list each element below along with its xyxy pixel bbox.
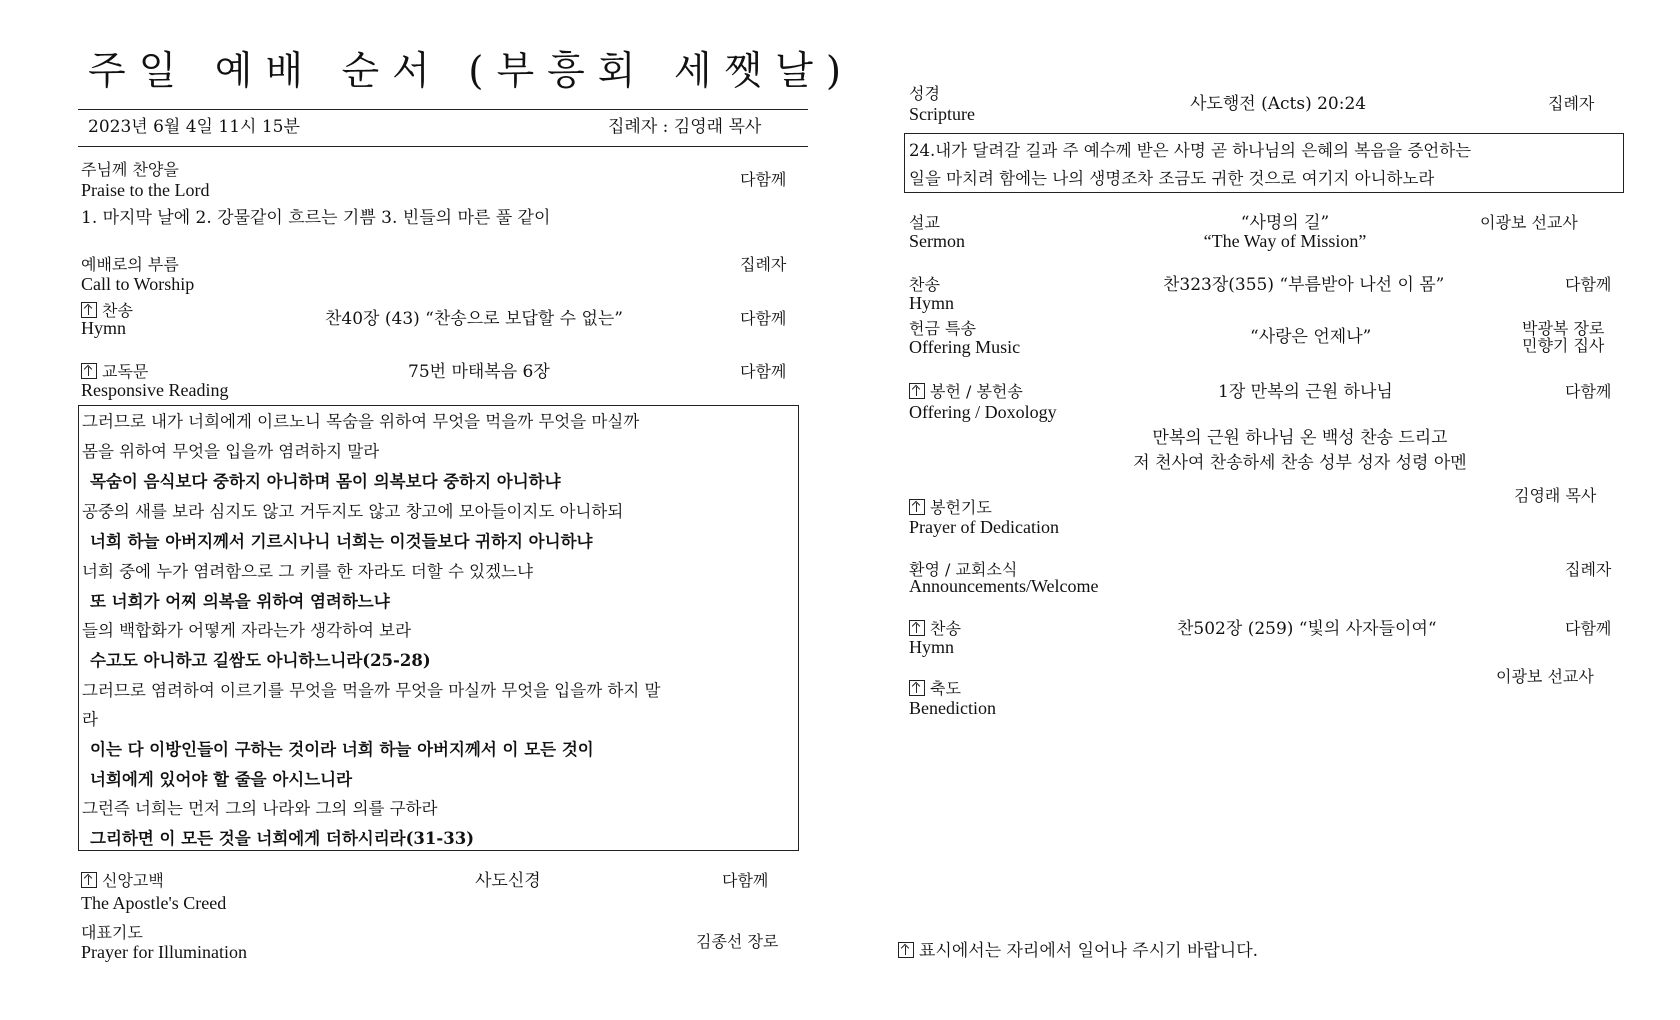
sermon-title-en: “The Way of Mission” <box>1203 231 1367 251</box>
welcome-label-en: Announcements/Welcome <box>909 576 1099 596</box>
praise-by: 다함께 <box>740 170 787 189</box>
reading-line-response: 너희 하늘 아버지께서 기르시나니 너희는 이것들보다 귀하지 아니하냐 <box>90 532 593 551</box>
hymn2-label-en: Hymn <box>909 293 954 313</box>
stand-up-icon <box>909 680 925 696</box>
sermon-by: 이광보 선교사 <box>1480 213 1578 232</box>
hymn2-by: 다함께 <box>1565 275 1612 294</box>
welcome-by: 집례자 <box>1565 560 1612 579</box>
stand-up-icon <box>81 302 97 318</box>
scripture-detail: 사도행전 (Acts) 20:24 <box>1190 94 1367 114</box>
benediction-label-en: Benediction <box>909 698 996 718</box>
reading-label-ko <box>81 363 148 381</box>
welcome-label-ko: 환영 / 교회소식 <box>909 560 1018 579</box>
offering-by: 다함께 <box>1565 382 1612 401</box>
prayer-label-en: Prayer for Illumination <box>81 942 247 962</box>
call-label-en: Call to Worship <box>81 274 195 294</box>
hymn3-label-text: 찬송 <box>930 619 961 638</box>
reading-line-response: 이는 다 이방인들이 구하는 것이라 너희 하늘 아버지께서 이 모든 것이 <box>90 740 594 759</box>
title-rule-top <box>78 109 808 110</box>
offering-label-ko <box>909 383 1023 401</box>
reading-line: 그러므로 내가 너희에게 이르노니 목숨을 위하여 무엇을 먹을까 무엇을 마실까 <box>82 412 640 431</box>
offering-music-detail: “사랑은 언제나” <box>1250 327 1372 347</box>
offering-music-by2: 민향기 집사 <box>1522 336 1605 355</box>
prayer-by: 김종선 장로 <box>696 932 779 951</box>
service-leader: 집례자 : 김영래 목사 <box>608 117 762 137</box>
sermon-label-en: Sermon <box>909 231 965 251</box>
praise-label-ko: 주님께 찬양을 <box>81 160 179 179</box>
praise-label-en: Praise to the Lord <box>81 180 210 200</box>
dedication-label-text: 봉헌기도 <box>930 498 992 517</box>
stand-up-icon <box>81 872 97 888</box>
offering-music-by1: 박광복 장로 <box>1522 319 1605 338</box>
scripture-label-ko: 성경 <box>909 84 940 103</box>
reading-line: 그러므로 염려하여 이르기를 무엇을 먹을까 무엇을 마실까 무엇을 입을까 하지 말 <box>82 681 661 700</box>
hymn1-label-text: 찬송 <box>102 301 133 320</box>
hymn1-detail: 찬40장 (43) “찬송으로 보답할 수 없는” <box>325 309 623 329</box>
scripture-line: 일을 마치려 함에는 나의 생명조차 조금도 귀한 것으로 여기지 아니하노라 <box>909 169 1435 188</box>
hymn2-label-ko: 찬송 <box>909 275 940 294</box>
prayer-label-ko: 대표기도 <box>81 923 143 942</box>
reading-line-response: 또 너희가 어찌 의복을 위하여 염려하느냐 <box>90 592 390 611</box>
page-title: 주일 예배 순서 (부흥회 세쨋날) <box>88 49 855 94</box>
standing-note <box>898 942 1258 962</box>
benediction-label-text: 축도 <box>930 679 961 698</box>
offering-music-label-en: Offering Music <box>909 337 1021 357</box>
reading-line: 너희 중에 누가 염려함으로 그 키를 한 자라도 더할 수 있겠느냐 <box>82 562 533 581</box>
scripture-by: 집례자 <box>1548 94 1595 113</box>
reading-label-en: Responsive Reading <box>81 380 229 400</box>
hymn3-label-en: Hymn <box>909 637 954 657</box>
reading-line-response: 수고도 아니하고 길쌈도 아니하느니라(25-28) <box>90 651 431 670</box>
stand-up-icon <box>898 942 914 958</box>
benediction-by: 이광보 선교사 <box>1496 667 1594 686</box>
standing-note-text: 표시에서는 자리에서 일어나 주시기 바랍니다. <box>919 941 1259 961</box>
creed-by: 다함께 <box>722 871 769 890</box>
offering-label-en: Offering / Doxology <box>909 402 1057 422</box>
scripture-line: 24.내가 달려갈 길과 주 예수께 받은 사명 곧 하나님의 은혜의 복음을 증언하는 <box>909 141 1472 160</box>
reading-line: 들의 백합화가 어떻게 자라는가 생각하여 보라 <box>82 621 412 640</box>
stand-up-icon <box>909 383 925 399</box>
doxology-line: 저 천사여 찬송하세 찬송 성부 성자 성령 아멘 <box>1133 453 1467 473</box>
reading-line: 공중의 새를 보라 심지도 않고 거두지도 않고 창고에 모아들이지도 아니하되 <box>82 502 624 521</box>
benediction-label-ko <box>909 680 961 698</box>
stand-up-icon <box>81 363 97 379</box>
creed-detail: 사도신경 <box>475 871 541 891</box>
hymn3-detail: 찬502장 (259) “빛의 사자들이여“ <box>1177 619 1437 639</box>
offering-music-label-ko: 헌금 특송 <box>909 319 976 338</box>
creed-label-ko <box>81 872 164 890</box>
hymn1-label-en: Hymn <box>81 318 126 338</box>
creed-label-en: The Apostle's Creed <box>81 893 227 913</box>
reading-line: 라 <box>82 710 98 729</box>
reading-line: 그런즉 너희는 먼저 그의 나라와 그의 의를 구하라 <box>82 799 438 818</box>
scripture-label-en: Scripture <box>909 104 975 124</box>
hymn2-detail: 찬323장(355) “부름받아 나선 이 몸” <box>1163 275 1445 295</box>
creed-label-text: 신앙고백 <box>102 871 164 890</box>
hymn3-by: 다함께 <box>1565 619 1612 638</box>
title-rule-bottom <box>78 146 808 147</box>
hymn1-by: 다함께 <box>740 309 787 328</box>
service-date: 2023년 6월 4일 11시 15분 <box>88 117 300 137</box>
dedication-label-ko <box>909 499 992 517</box>
hymn3-label-ko <box>909 620 961 638</box>
sermon-title-ko: “사명의 길” <box>1240 213 1330 233</box>
offering-label-text: 봉헌 / 봉헌송 <box>930 382 1023 401</box>
sermon-label-ko: 설교 <box>909 213 940 232</box>
doxology-line: 만복의 근원 하나님 온 백성 찬송 드리고 <box>1152 428 1448 448</box>
dedication-label-en: Prayer of Dedication <box>909 517 1059 537</box>
reading-line-response: 그리하면 이 모든 것을 너희에게 더하시리라(31-33) <box>90 829 475 848</box>
call-label-ko: 예배로의 부름 <box>81 255 179 274</box>
reading-label-text: 교독문 <box>102 362 149 381</box>
stand-up-icon <box>909 620 925 636</box>
praise-songs: 1. 마지막 날에 2. 강물같이 흐르는 기쁨 3. 빈들의 마른 풀 같이 <box>81 208 551 228</box>
reading-line: 몸을 위하여 무엇을 입을까 염려하지 말라 <box>82 442 380 461</box>
call-by: 집례자 <box>740 255 787 274</box>
reading-line-response: 목숨이 음식보다 중하지 아니하며 몸이 의복보다 중하지 아니하냐 <box>90 472 561 491</box>
reading-detail: 75번 마태복음 6장 <box>408 362 550 382</box>
stand-up-icon <box>909 499 925 515</box>
dedication-by: 김영래 목사 <box>1514 486 1597 505</box>
reading-by: 다함께 <box>740 362 787 381</box>
offering-detail: 1장 만복의 근원 하나님 <box>1218 382 1393 402</box>
reading-line-response: 너희에게 있어야 할 줄을 아시느니라 <box>90 770 353 789</box>
